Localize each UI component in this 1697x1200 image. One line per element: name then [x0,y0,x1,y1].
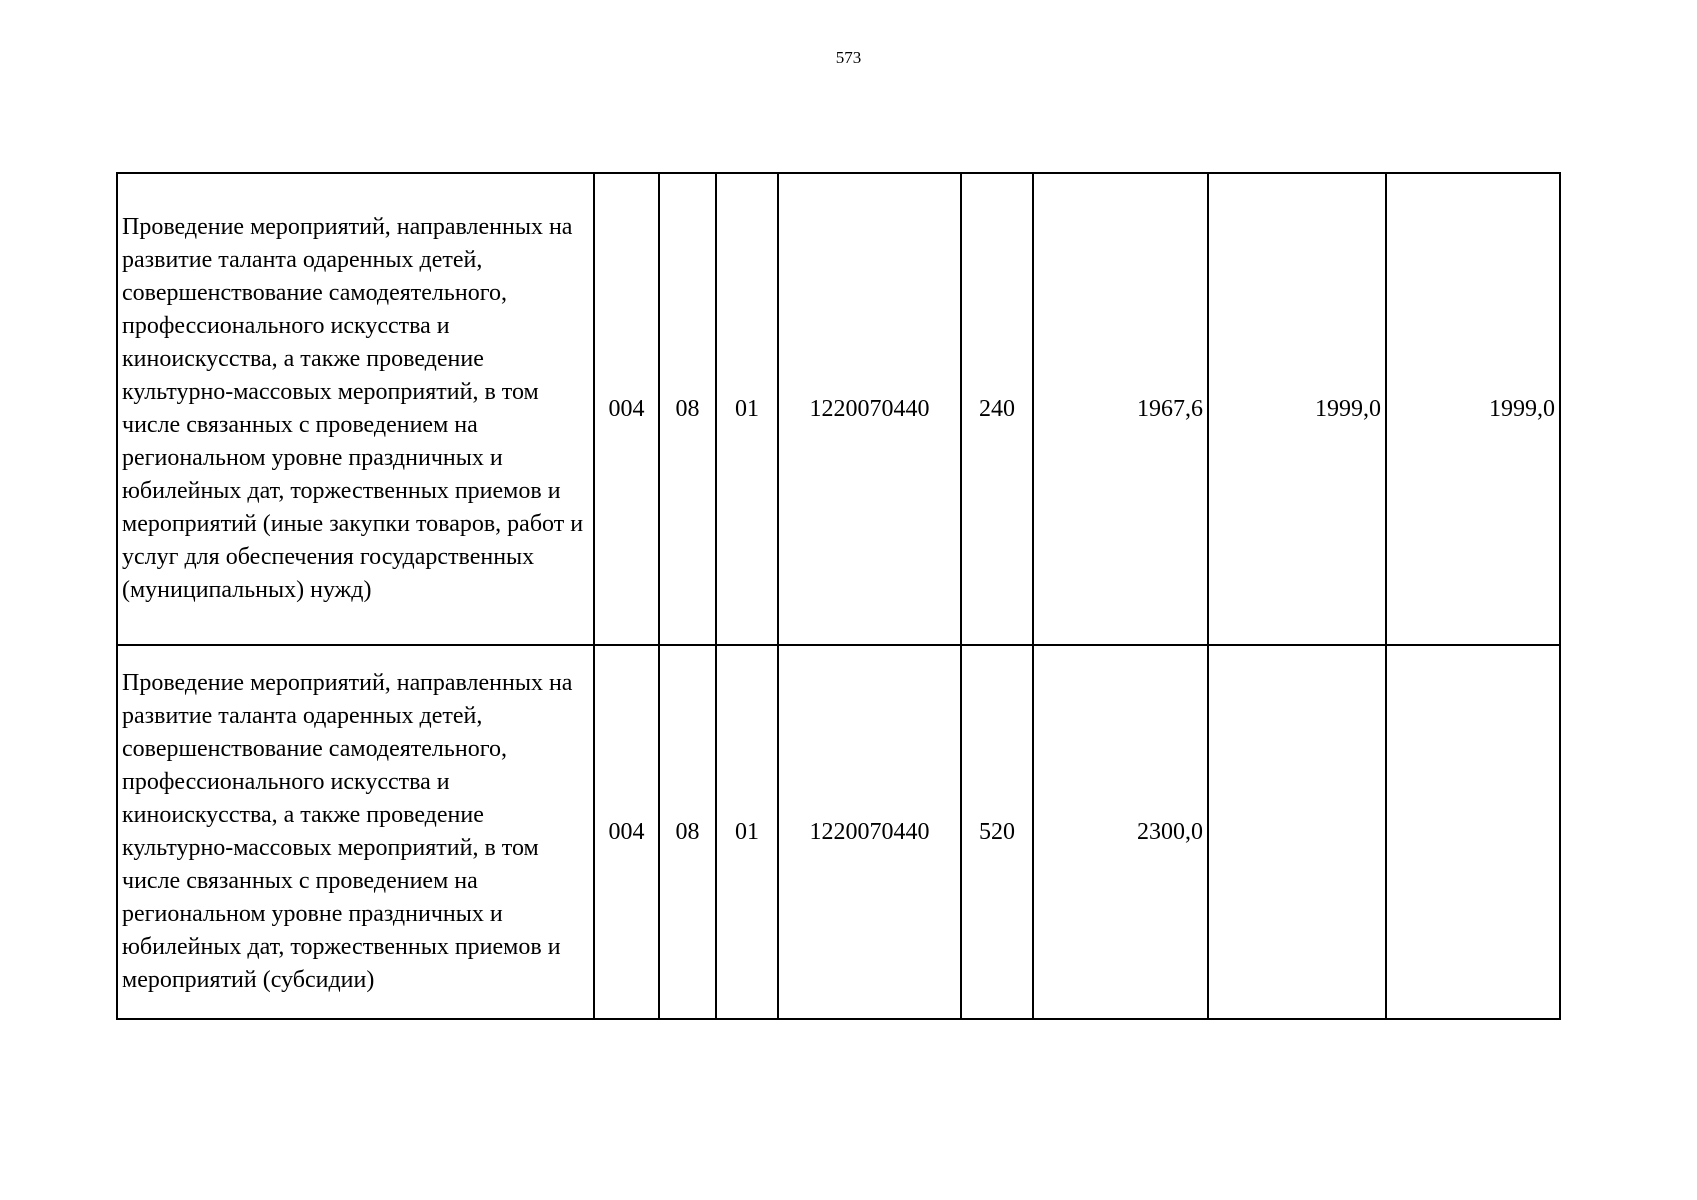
ministry-code: 004 [594,645,659,1019]
amount-year-2 [1208,645,1386,1019]
amount-year-2: 1999,0 [1208,173,1386,645]
amount-year-3 [1386,645,1560,1019]
expense-type-code: 520 [961,645,1033,1019]
section-code: 08 [659,645,716,1019]
amount-year-3: 1999,0 [1386,173,1560,645]
expense-type-code: 240 [961,173,1033,645]
table-row [117,173,1560,645]
row-description: Проведение мероприятий, направленных на развитие таланта одаренных детей, совершенствование самодеятельного, профессионального искусства и киноискусства, а также проведение культурно-массовых мероприятий, в том числе связанных с проведением на региональном уровне праздничных и юбилейных дат, торжественных приемов и мероприятий (иные закупки товаров, работ и услуг для обеспечения государственных (муниципальных) нужд) [117,173,594,645]
section-code: 08 [659,173,716,645]
subsection-code: 01 [716,645,778,1019]
target-article-code: 1220070440 [778,173,961,645]
table-row [117,645,1560,1019]
amount-year-1: 1967,6 [1033,173,1208,645]
row-description: Проведение мероприятий, направленных на развитие таланта одаренных детей, совершенствование самодеятельного, профессионального искусства и киноискусства, а также проведение культурно-массовых мероприятий, в том числе связанных с проведением на региональном уровне праздничных и юбилейных дат, торжественных приемов и мероприятий (субсидии) [117,645,594,1019]
amount-year-1: 2300,0 [1033,645,1208,1019]
subsection-code: 01 [716,173,778,645]
budget-table [116,172,1561,1020]
page-number: 573 [835,48,862,67]
ministry-code: 004 [594,173,659,645]
target-article-code: 1220070440 [778,645,961,1019]
